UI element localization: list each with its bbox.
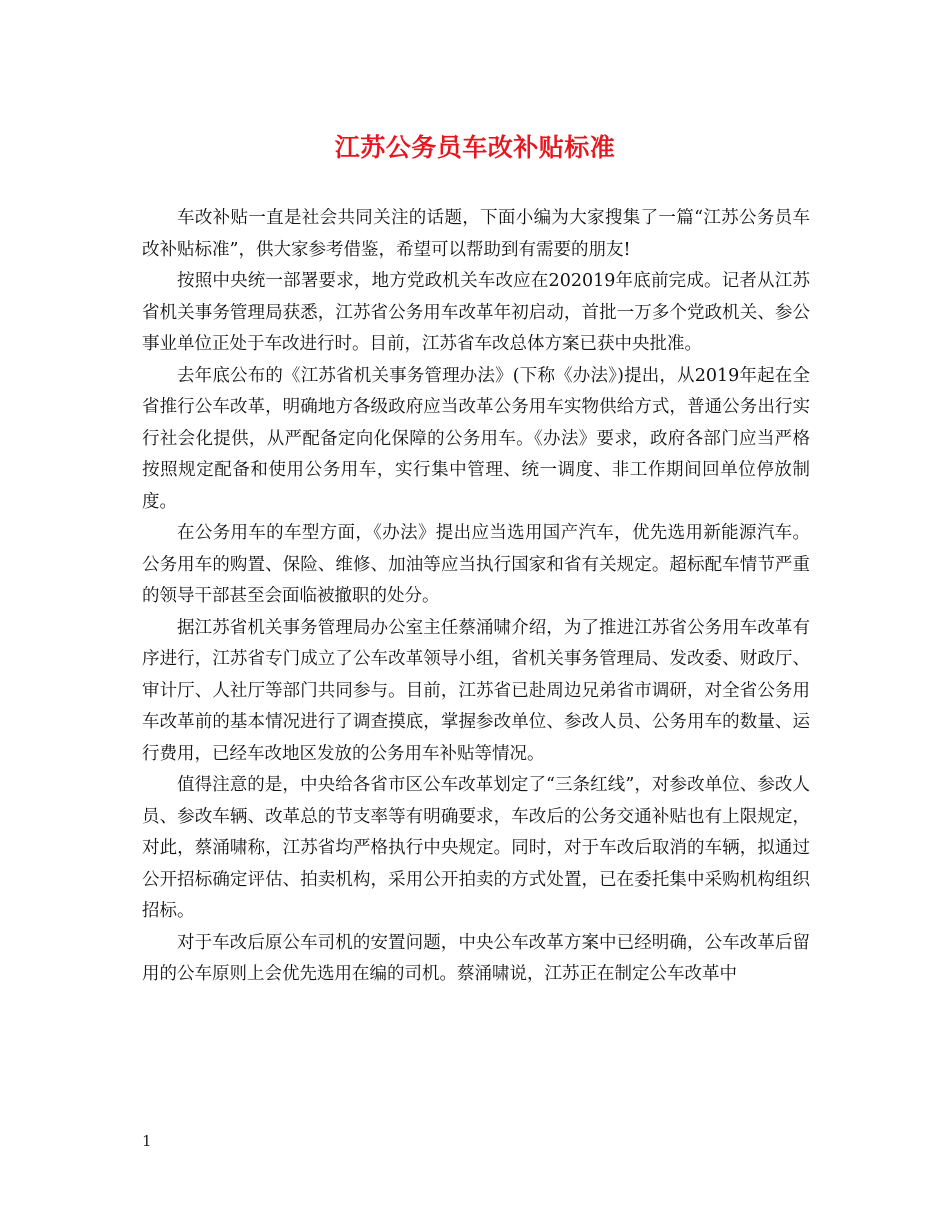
document-title: 江苏公务员车改补贴标准 [334, 133, 616, 162]
paragraph-3: 去年底公布的《江苏省机关事务管理办法》(下称《办法》)提出，从2019年起在全省推行公车改革，明确地方各级政府应当改革公务用车实物供给方式，普通公务出行实行社会化提供，从严配备定向化保障的公务用车。《办法》要求，政府各部门应当严格按照规定配备和使用公务用车，实行集中管理、统一调度、非工作期间回单位停放制度。 [142, 365, 810, 512]
paragraph-1: 车改补贴一直是社会共同关注的话题，下面小编为大家搜集了一篇“江苏公务员车改补贴标准”，供大家参考借鉴，希望可以帮助到有需要的朋友! [142, 208, 810, 260]
paragraph-7: 对于车改后原公车司机的安置问题，中央公车改革方案中已经明确，公车改革后留用的公车原则上会优先选用在编的司机。蔡涌啸说，江苏正在制定公车改革中 [142, 932, 810, 984]
paragraph-4: 在公务用车的车型方面，《办法》提出应当选用国产汽车，优先选用新能源汽车。公务用车的购置、保险、维修、加油等应当执行国家和省有关规定。超标配车情节严重的领导干部甚至会面临被撤职的处分。 [142, 523, 810, 606]
paragraph-6: 值得注意的是，中央给各省市区公车改革划定了“三条红线”，对参改单位、参改人员、参改车辆、改革总的节支率等有明确要求，车改后的公务交通补贴也有上限规定，对此，蔡涌啸称，江苏省均严格执行中央规定。同时，对于车改后取消的车辆，拟通过公开招标确定评估、拍卖机构，采用公开拍卖的方式处置，已在委托集中采购机构组织招标。 [142, 775, 810, 921]
page-number: 1 [142, 1132, 152, 1150]
paragraph-2: 按照中央统一部署要求，地方党政机关车改应在202019年底前完成。记者从江苏省机关事务管理局获悉，江苏省公务用车改革年初启动，首批一万多个党政机关、参公事业单位正处于车改进行时。目前，江苏省车改总体方案已获中央批准。 [142, 271, 810, 354]
document-body [142, 203, 810, 991]
paragraph-5: 据江苏省机关事务管理局办公室主任蔡涌啸介绍，为了推进江苏省公务用车改革有序进行，江苏省专门成立了公车改革领导小组，省机关事务管理局、发改委、财政厅、审计厅、人社厅等部门共同参与。目前，江苏省已赴周边兄弟省市调研，对全省公务用车改革前的基本情况进行了调查摸底，掌握参改单位、参改人员、公务用车的数量、运行费用，已经车改地区发放的公务用车补贴等情况。 [142, 617, 810, 764]
